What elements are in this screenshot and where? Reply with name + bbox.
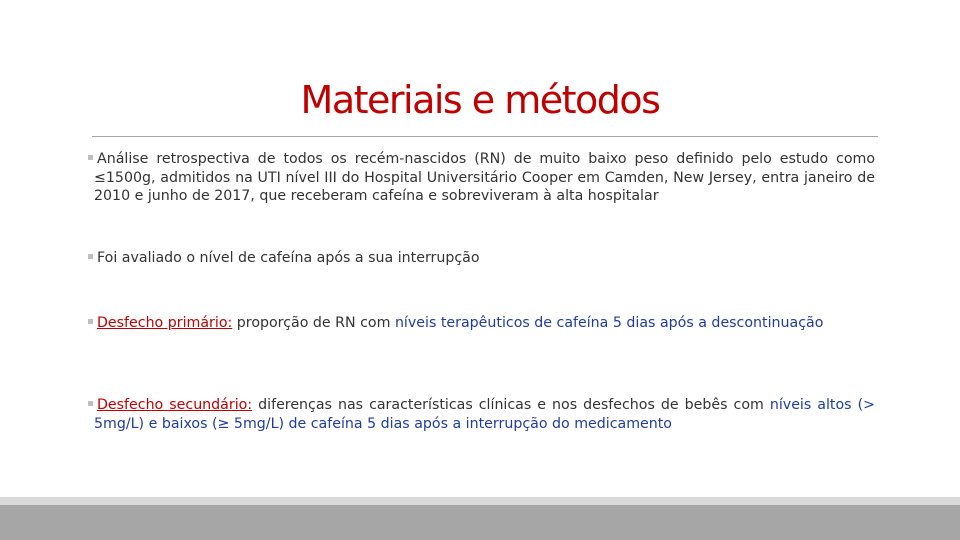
bullet-highlight-text: níveis terapêuticos de cafeína 5 dias após a descontinuação <box>394 315 824 331</box>
bullet-marker-icon <box>88 155 93 160</box>
bullet-marker-icon <box>88 401 93 406</box>
footer-strip <box>0 497 960 505</box>
title-divider <box>92 136 878 137</box>
bullet-caffeine-level <box>94 249 875 268</box>
bullet-retrospective-analysis <box>94 150 875 206</box>
bullet-primary-outcome <box>94 314 875 333</box>
bullet-highlight-text: níveis altos (> 5mg/L) e baixos (≥ 5mg/L) de cafeína 5 dias após a interrupção do medicamento <box>94 397 875 432</box>
bullet-text: Foi avaliado o nível de cafeína após a sua interrupção <box>97 250 480 266</box>
secondary-outcome-label: Desfecho secundário: <box>97 397 253 413</box>
bullet-marker-icon <box>88 254 93 259</box>
primary-outcome-label: Desfecho primário: <box>97 315 233 331</box>
bullet-text: Análise retrospectiva de todos os recém-nascidos (RN) de muito baixo peso definido pelo estudo como ≤1500g, admitidos na UTI nível III do Hospital Universitário Cooper em Camden, New Jersey, entra janeiro de 2010 e junho de 2017, que receberam cafeína e sobreviveram à alta hospitalar <box>94 151 875 204</box>
bullet-text: proporção de RN com <box>232 315 395 331</box>
bullet-text: diferenças nas características clínicas e nos desfechos de bebês com <box>252 397 770 413</box>
slide-title: Materiais e métodos <box>300 78 660 122</box>
bullet-secondary-outcome <box>94 396 875 433</box>
footer-bar <box>0 505 960 540</box>
bullet-marker-icon <box>88 319 93 324</box>
